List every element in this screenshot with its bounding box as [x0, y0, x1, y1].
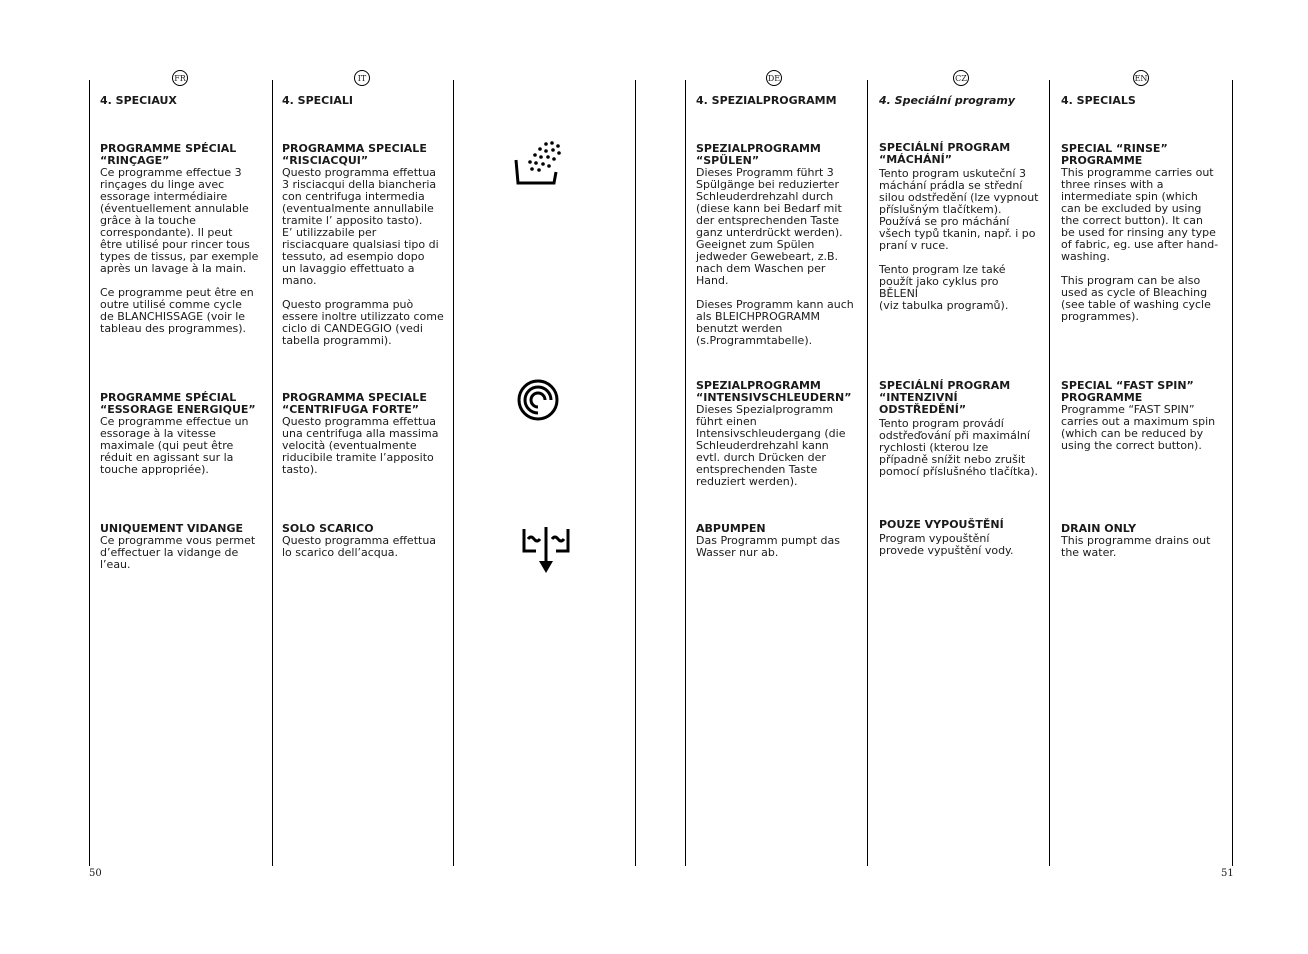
- flag-fr-icon: FR: [172, 70, 188, 86]
- block-text: Tento program uskuteční 3 máchání prádla se střední silou odstředění (lze vypnout příslušným tlačítkem). Používá se pro máchání všech typů tkanin, např. i po praní v ruce.: [879, 167, 1039, 252]
- page-number-left: 50: [89, 868, 102, 879]
- block-drain: [282, 523, 444, 559]
- divider: [272, 80, 273, 866]
- section-title: 4. SPEZIALPROGRAMM: [696, 94, 837, 107]
- block-text: Tento program provádí odstřeďování při maximální rychlosti (kterou lze případně snížit nebo zrušit pomocí příslušného tlačítka).: [879, 417, 1038, 478]
- block-text: This programme drains out the water.: [1061, 534, 1211, 559]
- block-text: Questo programma effettua una centrifuga alla massima velocità (eventualmente riducibile tramite l’apposito tasto).: [282, 415, 439, 476]
- block-text: This programme carries out three rinses with a intermediate spin (which can be excluded by using the correct button). It can be used for rinsing any type of fabric, eg. use after hand- washing.: [1061, 166, 1219, 263]
- divider: [89, 80, 90, 866]
- block-rinse: [696, 143, 858, 347]
- block-heading: SPECIÁLNÍ PROGRAM “INTENZIVNÍ ODSTŘEDĚNÍ”: [879, 379, 1011, 416]
- section-title: 4. Speciální programy: [879, 94, 1016, 107]
- block-text: This program can be also used as cycle of Bleaching (see table of washing cycle programmes).: [1061, 274, 1211, 323]
- block-text: Dieses Spezialprogramm führt einen Intensivschleudergang (die Schleuderdrehzahl kann evtl. durch Drücken der entsprechenden Taste reduziert werden).: [696, 403, 846, 488]
- block-spin: [282, 392, 444, 476]
- divider: [1049, 80, 1050, 866]
- block-text: Das Programm pumpt das Wasser nur ab.: [696, 534, 840, 559]
- block-spin: [100, 392, 262, 476]
- divider: [685, 80, 686, 866]
- block-drain: [879, 519, 1041, 557]
- flag-de-icon: DE: [766, 70, 782, 86]
- block-spin: [879, 380, 1041, 478]
- block-text: Questo programma effettua lo scarico dell’acqua.: [282, 534, 437, 559]
- section-title: 4. SPECIALS: [1061, 94, 1136, 107]
- block-rinse: [100, 143, 262, 335]
- block-spin: [696, 380, 858, 488]
- block-text: Program vypouštění provede vypuštění vody.: [879, 532, 1014, 557]
- block-heading: SOLO SCARICO: [282, 522, 374, 535]
- block-heading: SPECIAL “RINSE” PROGRAMME: [1061, 142, 1168, 167]
- block-heading: ABPUMPEN: [696, 522, 766, 535]
- block-heading: POUZE VYPOUŠTĚNÍ: [879, 518, 1004, 531]
- section-title: 4. SPECIAUX: [100, 94, 177, 107]
- block-heading: PROGRAMME SPÉCIAL “RINÇAGE”: [100, 142, 237, 167]
- block-heading: UNIQUEMENT VIDANGE: [100, 522, 244, 535]
- rinse-icon: [508, 138, 564, 188]
- flag-cz-icon: CZ: [953, 70, 969, 86]
- block-text: Tento program lze také použít jako cyklus pro BĚLENÍ (viz tabulka programů).: [879, 263, 1009, 312]
- block-text: Ce programme effectue 3 rinçages du linge avec essorage intermédiaire (éventuellement annulable grâce à la touche correspondante). Il peut être utilisé pour rincer tous types de tissus, par exemple après un lavage à la main.: [100, 166, 259, 275]
- section-title: 4. SPECIALI: [282, 94, 353, 107]
- block-heading: PROGRAMMA SPECIALE “RISCIACQUI”: [282, 142, 427, 167]
- block-drain: [1061, 523, 1223, 559]
- block-heading: PROGRAMMA SPECIALE “CENTRIFUGA FORTE”: [282, 391, 427, 416]
- divider: [1232, 80, 1233, 866]
- block-drain: [100, 523, 262, 571]
- block-heading: SPEZIALPROGRAMM “INTENSIVSCHLEUDERN”: [696, 379, 852, 404]
- block-text: Ce programme effectue un essorage à la vitesse maximale (qui peut être réduit en agissant sur la touche appropriée).: [100, 415, 249, 476]
- block-text: Ce programme vous permet d’effectuer la vidange de l’eau.: [100, 534, 256, 571]
- divider: [867, 80, 868, 866]
- block-rinse: [879, 142, 1041, 312]
- block-spin: [1061, 380, 1223, 452]
- divider: [635, 80, 636, 866]
- block-heading: PROGRAMME SPÉCIAL “ESSORAGE ENERGIQUE”: [100, 391, 256, 416]
- block-text: Ce programme peut être en outre utilisé comme cycle de BLANCHISSAGE (voir le tableau des programmes).: [100, 286, 254, 335]
- page-number-right: 51: [1221, 868, 1234, 879]
- block-text: Dieses Programm kann auch als BLEICHPROGRAMM benutzt werden (s.Programmtabelle).: [696, 298, 854, 347]
- block-rinse: [1061, 143, 1223, 323]
- spin-icon: [516, 378, 560, 422]
- block-heading: SPECIÁLNÍ PROGRAM “MÁCHÁNÍ”: [879, 141, 1011, 166]
- block-heading: SPEZIALPROGRAMM “SPÜLEN”: [696, 142, 821, 167]
- block-text: Programme “FAST SPIN” carries out a maximum spin (which can be reduced by using the correct button).: [1061, 403, 1216, 452]
- block-rinse: [282, 143, 444, 347]
- block-text: Questo programma effettua 3 risciacqui della biancheria con centrifuga intermedia (eventualmente annullabile tramite l’ apposito tasto). E’ utilizzabile per risciacquare qualsiasi tipo di tessuto, ad esempio dopo un lavaggio effettuato a mano.: [282, 166, 439, 287]
- block-heading: SPECIAL “FAST SPIN” PROGRAMME: [1061, 379, 1194, 404]
- block-drain: [696, 523, 858, 559]
- flag-en-icon: EN: [1133, 70, 1149, 86]
- divider: [453, 80, 454, 866]
- drain-icon: [520, 523, 572, 575]
- flag-it-icon: IT: [354, 70, 370, 86]
- block-heading: DRAIN ONLY: [1061, 522, 1137, 535]
- block-text: Questo programma può essere inoltre utilizzato come ciclo di CANDEGGIO (vedi tabella programmi).: [282, 298, 444, 347]
- block-text: Dieses Programm führt 3 Spülgänge bei reduzierter Schleuderdrehzahl durch (diese kann bei Bedarf mit der entsprechenden Taste ganz unterdrückt werden). Geeignet zum Spülen jedweder Gewebeart, z.B. nach dem Waschen per Hand.: [696, 166, 843, 287]
